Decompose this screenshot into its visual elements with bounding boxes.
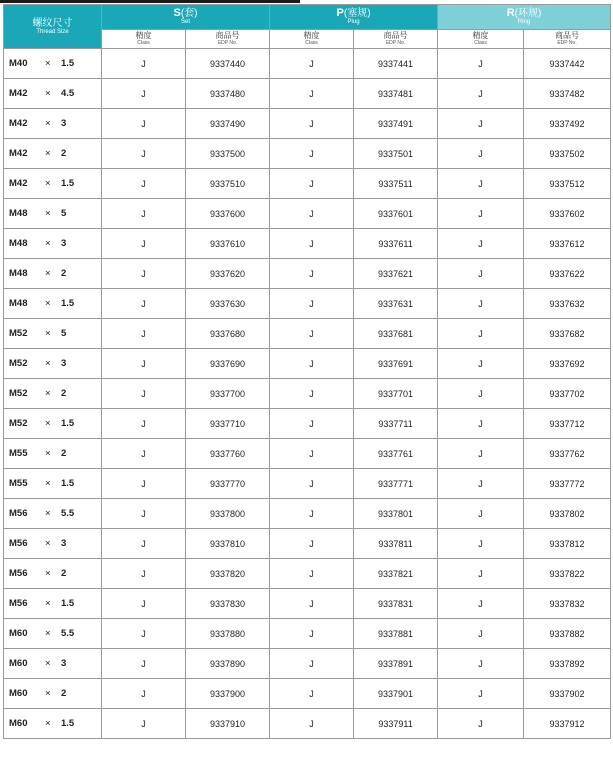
header-row-groups xyxy=(4,5,611,30)
class-label-cn: 精度 xyxy=(472,31,489,41)
ring-edp-cell: 9337762 xyxy=(524,439,611,469)
group-header-ring xyxy=(438,5,611,30)
times-sign: × xyxy=(45,298,51,309)
thread-designation: M60 xyxy=(9,718,28,729)
plug-edp-cell: 9337481 xyxy=(354,79,438,109)
ring-class-cell: J xyxy=(438,79,524,109)
ring-edp-cell: 9337632 xyxy=(524,289,611,319)
plug-class-cell: J xyxy=(270,709,354,739)
ring-class-cell: J xyxy=(438,529,524,559)
thread-designation: M42 xyxy=(9,88,28,99)
set-edp-cell: 9337770 xyxy=(186,469,270,499)
ring-edp-cell: 9337702 xyxy=(524,379,611,409)
plug-class-cell: J xyxy=(270,349,354,379)
thread-designation: M52 xyxy=(9,358,28,369)
table-row xyxy=(4,49,611,79)
thread-pitch: 2 xyxy=(61,568,67,579)
thread-designation: M52 xyxy=(9,388,28,399)
ring-edp-cell: 9337612 xyxy=(524,229,611,259)
set-edp-cell: 9337610 xyxy=(186,229,270,259)
thread-size-header-cn: 螺纹尺寸 xyxy=(32,17,73,29)
set-class-cell: J xyxy=(102,379,186,409)
set-edp-cell: 9337700 xyxy=(186,379,270,409)
ring-class-cell: J xyxy=(438,199,524,229)
ring-edp-cell: 9337912 xyxy=(524,709,611,739)
set-edp-cell: 9337760 xyxy=(186,439,270,469)
times-sign: × xyxy=(45,178,51,189)
thread-pitch: 2 xyxy=(61,388,67,399)
plug-edp-cell: 9337761 xyxy=(354,439,438,469)
class-label-cn: 精度 xyxy=(303,31,320,41)
set-class-header xyxy=(102,29,186,48)
thread-designation: M52 xyxy=(9,418,28,429)
thread-size-cell xyxy=(4,229,102,259)
set-class-cell: J xyxy=(102,679,186,709)
thread-pitch: 2 xyxy=(61,688,67,699)
set-class-cell: J xyxy=(102,559,186,589)
table-row xyxy=(4,679,611,709)
set-class-cell: J xyxy=(102,169,186,199)
plug-class-cell: J xyxy=(270,289,354,319)
ring-edp-cell: 9337442 xyxy=(524,49,611,79)
plug-class-cell: J xyxy=(270,559,354,589)
ring-class-cell: J xyxy=(438,409,524,439)
thread-size-cell xyxy=(4,649,102,679)
ring-class-cell: J xyxy=(438,559,524,589)
plug-edp-cell: 9337511 xyxy=(354,169,438,199)
thread-designation: M56 xyxy=(9,568,28,579)
thread-size-cell xyxy=(4,379,102,409)
times-sign: × xyxy=(45,238,51,249)
edp-label-en: EDP No. xyxy=(217,40,238,47)
thread-designation: M52 xyxy=(9,328,28,339)
times-sign: × xyxy=(45,658,51,669)
ring-class-cell: J xyxy=(438,649,524,679)
times-sign: × xyxy=(45,568,51,579)
times-sign: × xyxy=(45,508,51,519)
table-row xyxy=(4,109,611,139)
ring-edp-cell: 9337712 xyxy=(524,409,611,439)
thread-size-cell xyxy=(4,439,102,469)
table-row xyxy=(4,379,611,409)
ring-edp-cell: 9337482 xyxy=(524,79,611,109)
set-class-cell: J xyxy=(102,439,186,469)
thread-gauge-spec-table xyxy=(3,4,611,739)
plug-edp-cell: 9337811 xyxy=(354,529,438,559)
thread-size-cell xyxy=(4,199,102,229)
thread-pitch: 5 xyxy=(61,328,67,339)
thread-size-cell xyxy=(4,49,102,79)
class-label-en: Class xyxy=(137,40,150,47)
times-sign: × xyxy=(45,478,51,489)
thread-pitch: 3 xyxy=(61,658,67,669)
times-sign: × xyxy=(45,628,51,639)
thread-designation: M60 xyxy=(9,658,28,669)
thread-designation: M42 xyxy=(9,118,28,129)
thread-pitch: 2 xyxy=(61,148,67,159)
ring-class-cell: J xyxy=(438,229,524,259)
set-class-cell: J xyxy=(102,229,186,259)
set-class-cell: J xyxy=(102,199,186,229)
set-edp-cell: 9337910 xyxy=(186,709,270,739)
plug-edp-cell: 9337911 xyxy=(354,709,438,739)
table-row xyxy=(4,139,611,169)
set-edp-cell: 9337810 xyxy=(186,529,270,559)
set-class-cell: J xyxy=(102,259,186,289)
thread-designation: M60 xyxy=(9,688,28,699)
group-plug-cn: (塞规) xyxy=(343,7,371,19)
edp-label-en: EDP No. xyxy=(557,40,577,47)
thread-pitch: 2 xyxy=(61,268,67,279)
set-class-cell: J xyxy=(102,49,186,79)
plug-class-cell: J xyxy=(270,469,354,499)
thread-size-cell xyxy=(4,469,102,499)
plug-class-cell: J xyxy=(270,49,354,79)
times-sign: × xyxy=(45,328,51,339)
ring-edp-cell: 9337832 xyxy=(524,589,611,619)
edp-label-cn: 商品号 xyxy=(383,31,408,41)
thread-pitch: 4.5 xyxy=(61,88,75,99)
thread-pitch: 1.5 xyxy=(61,178,75,189)
thread-size-cell xyxy=(4,619,102,649)
set-class-cell: J xyxy=(102,589,186,619)
ring-edp-cell: 9337802 xyxy=(524,499,611,529)
ring-edp-cell: 9337512 xyxy=(524,169,611,199)
class-label-en: Class xyxy=(474,40,487,47)
plug-class-cell: J xyxy=(270,409,354,439)
thread-pitch: 1.5 xyxy=(61,718,75,729)
plug-class-cell: J xyxy=(270,319,354,349)
plug-edp-cell: 9337491 xyxy=(354,109,438,139)
thread-size-cell xyxy=(4,319,102,349)
group-set-en: Set xyxy=(181,18,191,25)
plug-edp-cell: 9337801 xyxy=(354,499,438,529)
thread-designation: M48 xyxy=(9,268,28,279)
ring-class-cell: J xyxy=(438,469,524,499)
plug-class-cell: J xyxy=(270,649,354,679)
set-class-cell: J xyxy=(102,289,186,319)
plug-edp-cell: 9337771 xyxy=(354,469,438,499)
times-sign: × xyxy=(45,598,51,609)
thread-designation: M42 xyxy=(9,148,28,159)
set-edp-cell: 9337620 xyxy=(186,259,270,289)
thread-size-cell xyxy=(4,109,102,139)
ring-class-cell: J xyxy=(438,49,524,79)
thread-pitch: 1.5 xyxy=(61,298,75,309)
plug-edp-cell: 9337821 xyxy=(354,559,438,589)
ring-class-cell: J xyxy=(438,439,524,469)
plug-class-cell: J xyxy=(270,679,354,709)
times-sign: × xyxy=(45,418,51,429)
table-row xyxy=(4,529,611,559)
plug-class-cell: J xyxy=(270,259,354,289)
thread-designation: M60 xyxy=(9,628,28,639)
ring-class-cell: J xyxy=(438,109,524,139)
table-row xyxy=(4,499,611,529)
plug-class-cell: J xyxy=(270,439,354,469)
table-row xyxy=(4,319,611,349)
ring-edp-cell: 9337902 xyxy=(524,679,611,709)
plug-class-cell: J xyxy=(270,109,354,139)
plug-edp-cell: 9337441 xyxy=(354,49,438,79)
table-row xyxy=(4,439,611,469)
plug-edp-cell: 9337621 xyxy=(354,259,438,289)
times-sign: × xyxy=(45,118,51,129)
plug-class-cell: J xyxy=(270,169,354,199)
table-row xyxy=(4,619,611,649)
times-sign: × xyxy=(45,58,51,69)
ring-edp-cell: 9337812 xyxy=(524,529,611,559)
plug-class-cell: J xyxy=(270,79,354,109)
thread-pitch: 3 xyxy=(61,538,67,549)
set-class-cell: J xyxy=(102,499,186,529)
plug-class-cell: J xyxy=(270,499,354,529)
edp-label-en: EDP No. xyxy=(385,40,406,47)
thread-size-cell xyxy=(4,679,102,709)
set-class-cell: J xyxy=(102,79,186,109)
plug-edp-cell: 9337711 xyxy=(354,409,438,439)
times-sign: × xyxy=(45,268,51,279)
ring-edp-cell: 9337692 xyxy=(524,349,611,379)
times-sign: × xyxy=(45,388,51,399)
plug-edp-cell: 9337701 xyxy=(354,379,438,409)
ring-class-cell: J xyxy=(438,679,524,709)
ring-edp-header xyxy=(524,29,611,48)
set-edp-cell: 9337630 xyxy=(186,289,270,319)
thread-size-cell xyxy=(4,499,102,529)
ring-edp-cell: 9337882 xyxy=(524,619,611,649)
group-set-letter: S xyxy=(173,6,181,19)
thread-pitch: 5.5 xyxy=(61,508,75,519)
thread-size-header xyxy=(4,5,102,49)
table-row xyxy=(4,409,611,439)
plug-edp-cell: 9337681 xyxy=(354,319,438,349)
table-row xyxy=(4,709,611,739)
group-set-cn: (套) xyxy=(180,7,198,19)
thread-pitch: 1.5 xyxy=(61,58,75,69)
ring-edp-cell: 9337822 xyxy=(524,559,611,589)
plug-class-cell: J xyxy=(270,619,354,649)
thread-designation: M56 xyxy=(9,538,28,549)
group-plug-en: Plug xyxy=(347,18,360,25)
plug-edp-cell: 9337611 xyxy=(354,229,438,259)
thread-size-cell xyxy=(4,139,102,169)
thread-designation: M55 xyxy=(9,448,28,459)
group-ring-en: Ring xyxy=(517,18,531,25)
set-class-cell: J xyxy=(102,139,186,169)
top-rule xyxy=(0,0,300,3)
set-class-cell: J xyxy=(102,709,186,739)
table-row xyxy=(4,649,611,679)
ring-edp-cell: 9337682 xyxy=(524,319,611,349)
thread-size-cell xyxy=(4,589,102,619)
thread-pitch: 5.5 xyxy=(61,628,75,639)
table-row xyxy=(4,229,611,259)
set-class-cell: J xyxy=(102,649,186,679)
times-sign: × xyxy=(45,688,51,699)
plug-class-cell: J xyxy=(270,589,354,619)
thread-size-cell xyxy=(4,289,102,319)
ring-class-header xyxy=(438,29,524,48)
table-row xyxy=(4,259,611,289)
ring-class-cell: J xyxy=(438,379,524,409)
ring-edp-cell: 9337492 xyxy=(524,109,611,139)
plug-class-cell: J xyxy=(270,229,354,259)
ring-edp-cell: 9337892 xyxy=(524,649,611,679)
ring-edp-cell: 9337502 xyxy=(524,139,611,169)
group-header-set xyxy=(102,5,270,30)
table-row xyxy=(4,199,611,229)
thread-designation: M56 xyxy=(9,508,28,519)
thread-size-cell xyxy=(4,529,102,559)
plug-edp-cell: 9337631 xyxy=(354,289,438,319)
table-row xyxy=(4,79,611,109)
set-edp-cell: 9337490 xyxy=(186,109,270,139)
thread-size-cell xyxy=(4,79,102,109)
set-edp-cell: 9337510 xyxy=(186,169,270,199)
ring-class-cell: J xyxy=(438,619,524,649)
set-edp-cell: 9337830 xyxy=(186,589,270,619)
ring-edp-cell: 9337622 xyxy=(524,259,611,289)
plug-class-cell: J xyxy=(270,139,354,169)
set-edp-cell: 9337440 xyxy=(186,49,270,79)
plug-edp-cell: 9337601 xyxy=(354,199,438,229)
times-sign: × xyxy=(45,448,51,459)
thread-size-cell xyxy=(4,259,102,289)
group-ring-cn: (环规) xyxy=(514,7,542,19)
set-class-cell: J xyxy=(102,469,186,499)
thread-pitch: 1.5 xyxy=(61,418,75,429)
thread-pitch: 1.5 xyxy=(61,598,75,609)
times-sign: × xyxy=(45,88,51,99)
thread-pitch: 1.5 xyxy=(61,478,75,489)
table-row xyxy=(4,289,611,319)
thread-pitch: 5 xyxy=(61,208,67,219)
class-label-en: Class xyxy=(305,40,318,47)
plug-edp-cell: 9337831 xyxy=(354,589,438,619)
ring-class-cell: J xyxy=(438,349,524,379)
table-row xyxy=(4,169,611,199)
times-sign: × xyxy=(45,358,51,369)
ring-class-cell: J xyxy=(438,589,524,619)
thread-size-cell xyxy=(4,559,102,589)
ring-class-cell: J xyxy=(438,289,524,319)
set-edp-cell: 9337820 xyxy=(186,559,270,589)
set-class-cell: J xyxy=(102,319,186,349)
times-sign: × xyxy=(45,538,51,549)
set-edp-cell: 9337500 xyxy=(186,139,270,169)
plug-edp-cell: 9337891 xyxy=(354,649,438,679)
ring-class-cell: J xyxy=(438,139,524,169)
ring-class-cell: J xyxy=(438,709,524,739)
thread-designation: M56 xyxy=(9,598,28,609)
class-label-cn: 精度 xyxy=(135,31,152,41)
thread-size-cell xyxy=(4,709,102,739)
edp-label-cn: 商品号 xyxy=(555,31,580,41)
set-class-cell: J xyxy=(102,409,186,439)
plug-class-cell: J xyxy=(270,199,354,229)
thread-size-header-en: Thread Size xyxy=(36,28,69,35)
plug-edp-cell: 9337881 xyxy=(354,619,438,649)
thread-pitch: 2 xyxy=(61,448,67,459)
set-edp-cell: 9337710 xyxy=(186,409,270,439)
set-edp-header xyxy=(186,29,270,48)
ring-edp-cell: 9337602 xyxy=(524,199,611,229)
group-plug-letter: P xyxy=(336,6,344,19)
thread-designation: M48 xyxy=(9,298,28,309)
table-row xyxy=(4,349,611,379)
ring-class-cell: J xyxy=(438,169,524,199)
plug-edp-cell: 9337901 xyxy=(354,679,438,709)
plug-class-header xyxy=(270,29,354,48)
ring-class-cell: J xyxy=(438,259,524,289)
plug-edp-header xyxy=(354,29,438,48)
plug-edp-cell: 9337501 xyxy=(354,139,438,169)
thread-pitch: 3 xyxy=(61,238,67,249)
table-row xyxy=(4,589,611,619)
set-edp-cell: 9337680 xyxy=(186,319,270,349)
set-edp-cell: 9337800 xyxy=(186,499,270,529)
table-row xyxy=(4,559,611,589)
plug-class-cell: J xyxy=(270,379,354,409)
set-edp-cell: 9337900 xyxy=(186,679,270,709)
ring-edp-cell: 9337772 xyxy=(524,469,611,499)
plug-class-cell: J xyxy=(270,529,354,559)
thread-size-cell xyxy=(4,409,102,439)
set-class-cell: J xyxy=(102,109,186,139)
ring-class-cell: J xyxy=(438,319,524,349)
times-sign: × xyxy=(45,718,51,729)
thread-size-cell xyxy=(4,349,102,379)
table-row xyxy=(4,469,611,499)
set-edp-cell: 9337480 xyxy=(186,79,270,109)
edp-label-cn: 商品号 xyxy=(215,31,240,41)
thread-size-cell xyxy=(4,169,102,199)
plug-edp-cell: 9337691 xyxy=(354,349,438,379)
table-body xyxy=(4,49,611,739)
thread-designation: M42 xyxy=(9,178,28,189)
thread-pitch: 3 xyxy=(61,358,67,369)
set-edp-cell: 9337890 xyxy=(186,649,270,679)
set-edp-cell: 9337600 xyxy=(186,199,270,229)
set-class-cell: J xyxy=(102,619,186,649)
thread-designation: M48 xyxy=(9,238,28,249)
thread-designation: M48 xyxy=(9,208,28,219)
times-sign: × xyxy=(45,148,51,159)
group-header-plug xyxy=(270,5,438,30)
thread-pitch: 3 xyxy=(61,118,67,129)
thread-designation: M40 xyxy=(9,58,28,69)
group-ring-letter: R xyxy=(506,6,515,19)
thread-designation: M55 xyxy=(9,478,28,489)
set-class-cell: J xyxy=(102,529,186,559)
ring-class-cell: J xyxy=(438,499,524,529)
set-class-cell: J xyxy=(102,349,186,379)
times-sign: × xyxy=(45,208,51,219)
set-edp-cell: 9337690 xyxy=(186,349,270,379)
set-edp-cell: 9337880 xyxy=(186,619,270,649)
